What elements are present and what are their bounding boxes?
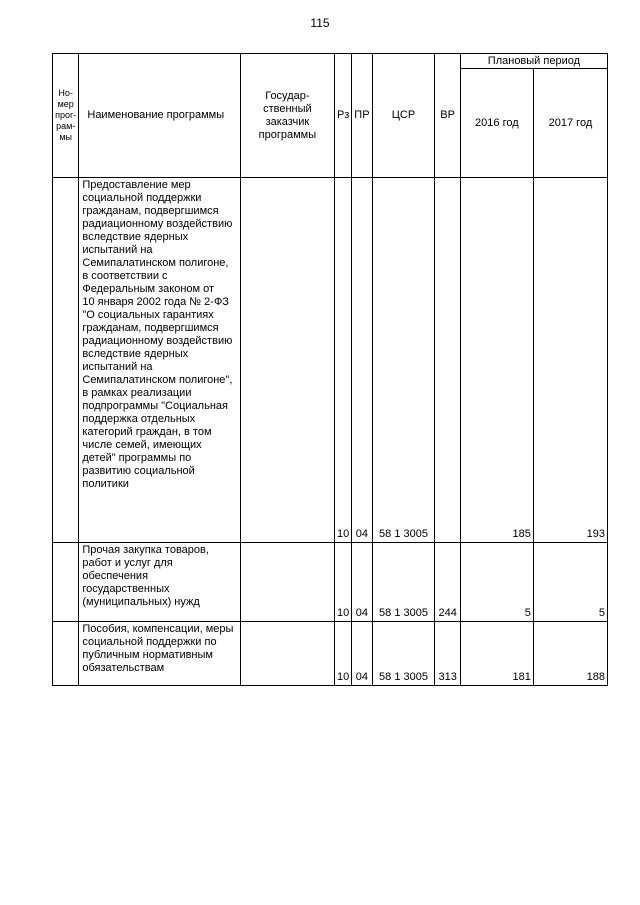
cell-customer [240,622,334,686]
table-row [53,622,608,686]
table-row [53,543,608,622]
budget-table [52,53,608,686]
cell-program-number [53,543,79,622]
cell-program-name: Предоставление мер социальной поддержки гражданам, подвергшимся радиационному воздействию вследствие ядерных испытаний на Семипалатинском полигоне, в соответствии с Федеральным законом от 10 января 2002 года № 2-ФЗ "О социальных гарантиях гражданам, подвергшимся радиационному воздействию вследствие ядерных испытаний на Семипалатинском полигоне", в рамках реализации подпрограммы "Социальная поддержка отдельных категорий граждан, в том числе семей, имеющих детей" программы по развитию социальной политики [79,178,240,543]
cell-pr: 04 [352,178,372,543]
cell-2017: 193 [533,178,607,543]
page-number: 115 [310,16,330,30]
cell-vr: 313 [435,622,460,686]
header-planned-period: Плановый период [460,54,607,69]
cell-rz: 10 [335,622,352,686]
header-year-2017: 2017 год [533,69,607,178]
cell-2017: 188 [533,622,607,686]
cell-csr: 58 1 3005 [372,178,435,543]
cell-pr: 04 [352,622,372,686]
cell-rz: 10 [335,543,352,622]
cell-vr: 244 [435,543,460,622]
cell-csr: 58 1 3005 [372,622,435,686]
cell-pr: 04 [352,543,372,622]
cell-2016: 181 [460,622,533,686]
cell-csr: 58 1 3005 [372,543,435,622]
cell-program-name: Прочая закупка товаров, работ и услуг для обеспечения государственных (муниципальных) нужд [79,543,240,622]
cell-2017: 5 [533,543,607,622]
cell-program-name: Пособия, компенсации, меры социальной поддержки по публичным нормативным обязательствам [79,622,240,686]
header-year-2016: 2016 год [460,69,533,178]
cell-program-number [53,622,79,686]
header-vr: ВР [435,54,460,178]
cell-customer [240,178,334,543]
header-rz: Рз [335,54,352,178]
header-program-number: Но- мер прог- рам- мы [53,54,79,178]
cell-2016: 185 [460,178,533,543]
header-pr: ПР [352,54,372,178]
header-program-name: Наименование программы [79,54,240,178]
header-csr: ЦСР [372,54,435,178]
cell-program-number [53,178,79,543]
cell-vr [435,178,460,543]
cell-customer [240,543,334,622]
table-row [53,178,608,543]
header-customer: Государ- ственный заказчик программы [240,54,334,178]
cell-rz: 10 [335,178,352,543]
cell-2016: 5 [460,543,533,622]
